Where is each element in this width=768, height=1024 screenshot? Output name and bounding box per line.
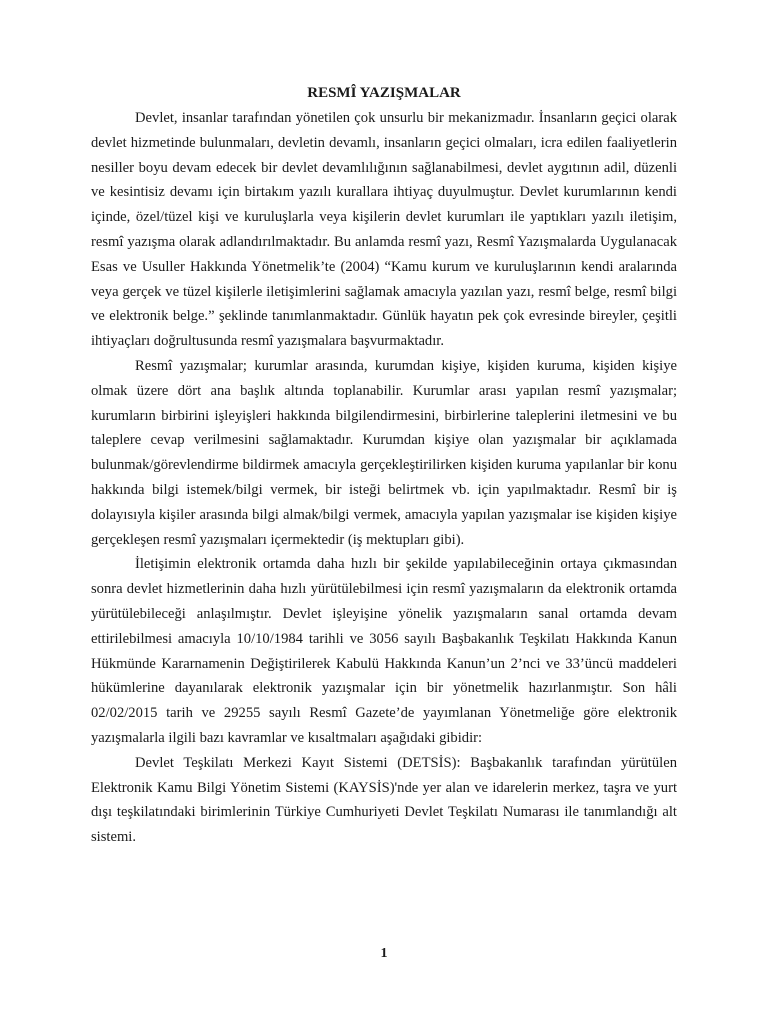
paragraph-detsis-definition: Devlet Teşkilatı Merkezi Kayıt Sistemi (DETSİS): Başbakanlık tarafından yürütülen Elektronik Kamu Bilgi Yönetim Sistemi (KAYSİS)'nde yer alan ve idarelerin merkez, taşra ve yurt dışı teşkilatındaki birimlerinin Türkiye Cumhuriyeti Devlet Teşkilatı Numarası ile tanımlandığı alt sistemi. [91,754,677,846]
page-number: 1 [380,946,388,961]
paragraph-electronic-correspondence: İletişimin elektronik ortamda daha hızlı bir şekilde yapılabileceğinin ortaya çıkmasından sonra devlet hizmetlerinin daha hızlı yürütülebilmesi için resmî yazışmaların da elektronik ortamda yürütülebileceği anlaşılmıştır. Devlet işleyişine yönelik yazışmaların sanal ortamda devam ettirilebilmesi amacıyla 10/10/1984 tarihli ve 3056 sayılı Başbakanlık Teşkilatı Hakkında Kanun Hükmünde Kararnamenin Değiştirilerek Kabulü Hakkında Kanun’un 2’nci ve 33’üncü maddeleri hükümlerine dayanılarak elektronik yazışmalar için bir yönetmelik hazırlanmıştır. Son hâli 02/02/2015 tarih ve 29255 sayılı Resmî Gazete’de yayımlanan Yönetmeliğe göre elektronik yazışmalarla ilgili bazı kavramlar ve kısaltmaları aşağıdaki gibidir: [91,556,677,746]
paragraph-correspondence-types: Resmî yazışmalar; kurumlar arasında, kurumdan kişiye, kişiden kuruma, kişiden kişiye olmak üzere dört ana başlık altında toplanabilir. Kurumlar arası yapılan resmî yazışmalar; kurumların birbirini işleyişleri hakkında bilgilendirmesini, birbirlerine taleplerini iletmesini ve bu taleplere cevap verilmesini sağlamaktadır. Kurumdan kişiye olan yazışmalar bir açıklamada bulunmak/görevlendirme bildirmek amacıyla gerçekleştirilirken kişiden kuruma yapılanlar bir konu hakkında bilgi istemek/bilgi vermek, bir isteği belirtmek vb. için yapılmaktadır. Resmî bir iş dolayısıyla kişiler arasında bilgi almak/bilgi vermek, amacıyla yapılan yazışmalar ise kişiden kişiye gerçekleşen resmî yazışmaları içermektedir (iş mektupları gibi). [91,357,677,548]
document-title: RESMÎ YAZIŞMALAR [307,85,461,101]
paragraph-intro: Devlet, insanlar tarafından yönetilen çok unsurlu bir mekanizmadır. İnsanların geçici olarak devlet hizmetinde bulunmaları, devletin devamlı, insanların geçici olmaları, icra edilen faaliyetlerin nesiller boyu devam edecek bir devlet devamlılığının sağlanabilmesi, devlet aygıtının adil, düzenli ve kesintisiz devamı için birtakım yazılı kurallara ihtiyaç duyulmuştur. Devlet kurumlarının kendi içinde, özel/tüzel kişi ve kuruluşlarla veya kişilerin devlet kurumları ile yaptıkları yazılı iletişim, resmî yazışma olarak adlandırılmaktadır. Bu anlamda resmî yazı, Resmî Yazışmalarda Uygulanacak Esas ve Usuller Hakkında Yönetmelik’te (2004) “Kamu kurum ve kuruluşlarının kendi aralarında veya gerçek ve tüzel kişilerle iletişimlerini sağlamak amacıyla yazılan yazı, resmî belge, resmî bilgi ve elektronik belge.” şeklinde tanımlanmaktadır. Günlük hayatın pek çok evresinde bireyler, çeşitli ihtiyaçları doğrultusunda resmî yazışmalara başvurmaktadır. [91,110,677,350]
